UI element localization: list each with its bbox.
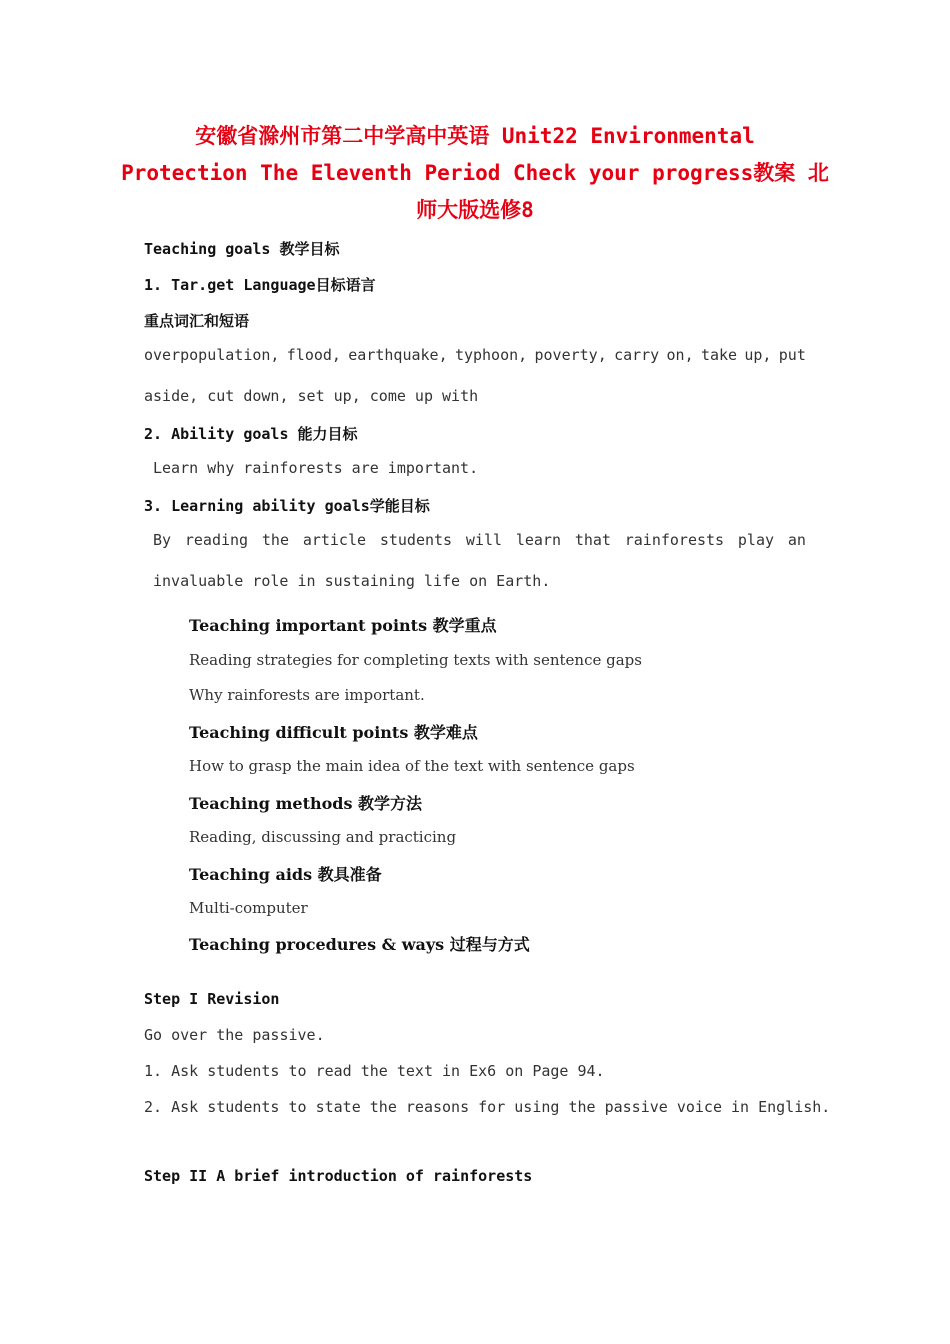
learning-word: learn (515, 531, 561, 549)
step-1-item-2: 2. Ask students to state the reasons for using the passive voice in English. (144, 1098, 831, 1116)
step-1-heading: Step I Revision (144, 990, 280, 1008)
methods-text: Reading, discussing and practicing (189, 828, 457, 846)
title-line-1: 安徽省滁州市第二中学高中英语 Unit22 Environmental (195, 124, 755, 148)
learning-word: reading (184, 531, 249, 549)
ability-goals-text: Learn why rainforests are important. (153, 459, 479, 477)
vocab-word: typhoon, (454, 346, 528, 364)
vocab-word: up, (744, 346, 772, 364)
vocab-word: on, (666, 346, 694, 364)
target-language-heading: 1. Tar.get Language目标语言 (144, 276, 376, 294)
title-line-3: 师大版选修8 (416, 198, 534, 222)
methods-heading: Teaching methods 教学方法 (189, 794, 423, 813)
learning-word: that (574, 531, 611, 549)
procedures-heading: Teaching procedures & ways 过程与方式 (189, 935, 530, 954)
aids-text: Multi-computer (189, 899, 308, 917)
title-line-2: Protection The Eleventh Period Check your progress教案 北 (121, 161, 829, 185)
vocab-word: carry (614, 346, 660, 364)
vocab-line-1 (144, 346, 806, 364)
learning-goals-heading: 3. Learning ability goals学能目标 (144, 497, 430, 515)
teaching-goals-heading: Teaching goals 教学目标 (144, 240, 340, 258)
learning-word: an (787, 531, 806, 549)
difficult-points-heading: Teaching difficult points 教学难点 (189, 723, 478, 742)
important-point-2: Why rainforests are important. (189, 686, 425, 704)
vocab-word: flood, (286, 346, 341, 364)
vocab-line-2: aside, cut down, set up, come up with (144, 387, 479, 405)
step-1-item-1: 1. Ask students to read the text in Ex6 on Page 94. (144, 1062, 605, 1080)
step-2-heading: Step II A brief introduction of rainforests (144, 1167, 533, 1185)
learning-word: play (737, 531, 775, 549)
learning-word: article (302, 531, 367, 549)
learning-word: rainforests (624, 531, 725, 549)
learning-word: will (465, 531, 503, 549)
document-title (120, 118, 830, 229)
vocab-word: put (778, 346, 806, 364)
aids-heading: Teaching aids 教具准备 (189, 865, 382, 884)
vocab-word: earthquake, (348, 346, 448, 364)
learning-line-1 (153, 531, 806, 549)
vocab-word: poverty, (534, 346, 607, 364)
vocab-heading: 重点词汇和短语 (144, 312, 250, 330)
learning-line-2: invaluable role in sustaining life on Earth. (153, 572, 551, 590)
important-point-1: Reading strategies for completing texts with sentence gaps (189, 651, 642, 669)
vocab-word: overpopulation, (144, 346, 280, 364)
learning-word: By (153, 531, 172, 549)
important-points-heading: Teaching important points 教学重点 (189, 616, 497, 635)
vocab-word: take (700, 346, 738, 364)
difficult-point-1: How to grasp the main idea of the text with sentence gaps (189, 757, 635, 775)
learning-word: students (379, 531, 453, 549)
ability-goals-heading: 2. Ability goals 能力目标 (144, 425, 358, 443)
step-1-text: Go over the passive. (144, 1026, 325, 1044)
learning-word: the (261, 531, 289, 549)
